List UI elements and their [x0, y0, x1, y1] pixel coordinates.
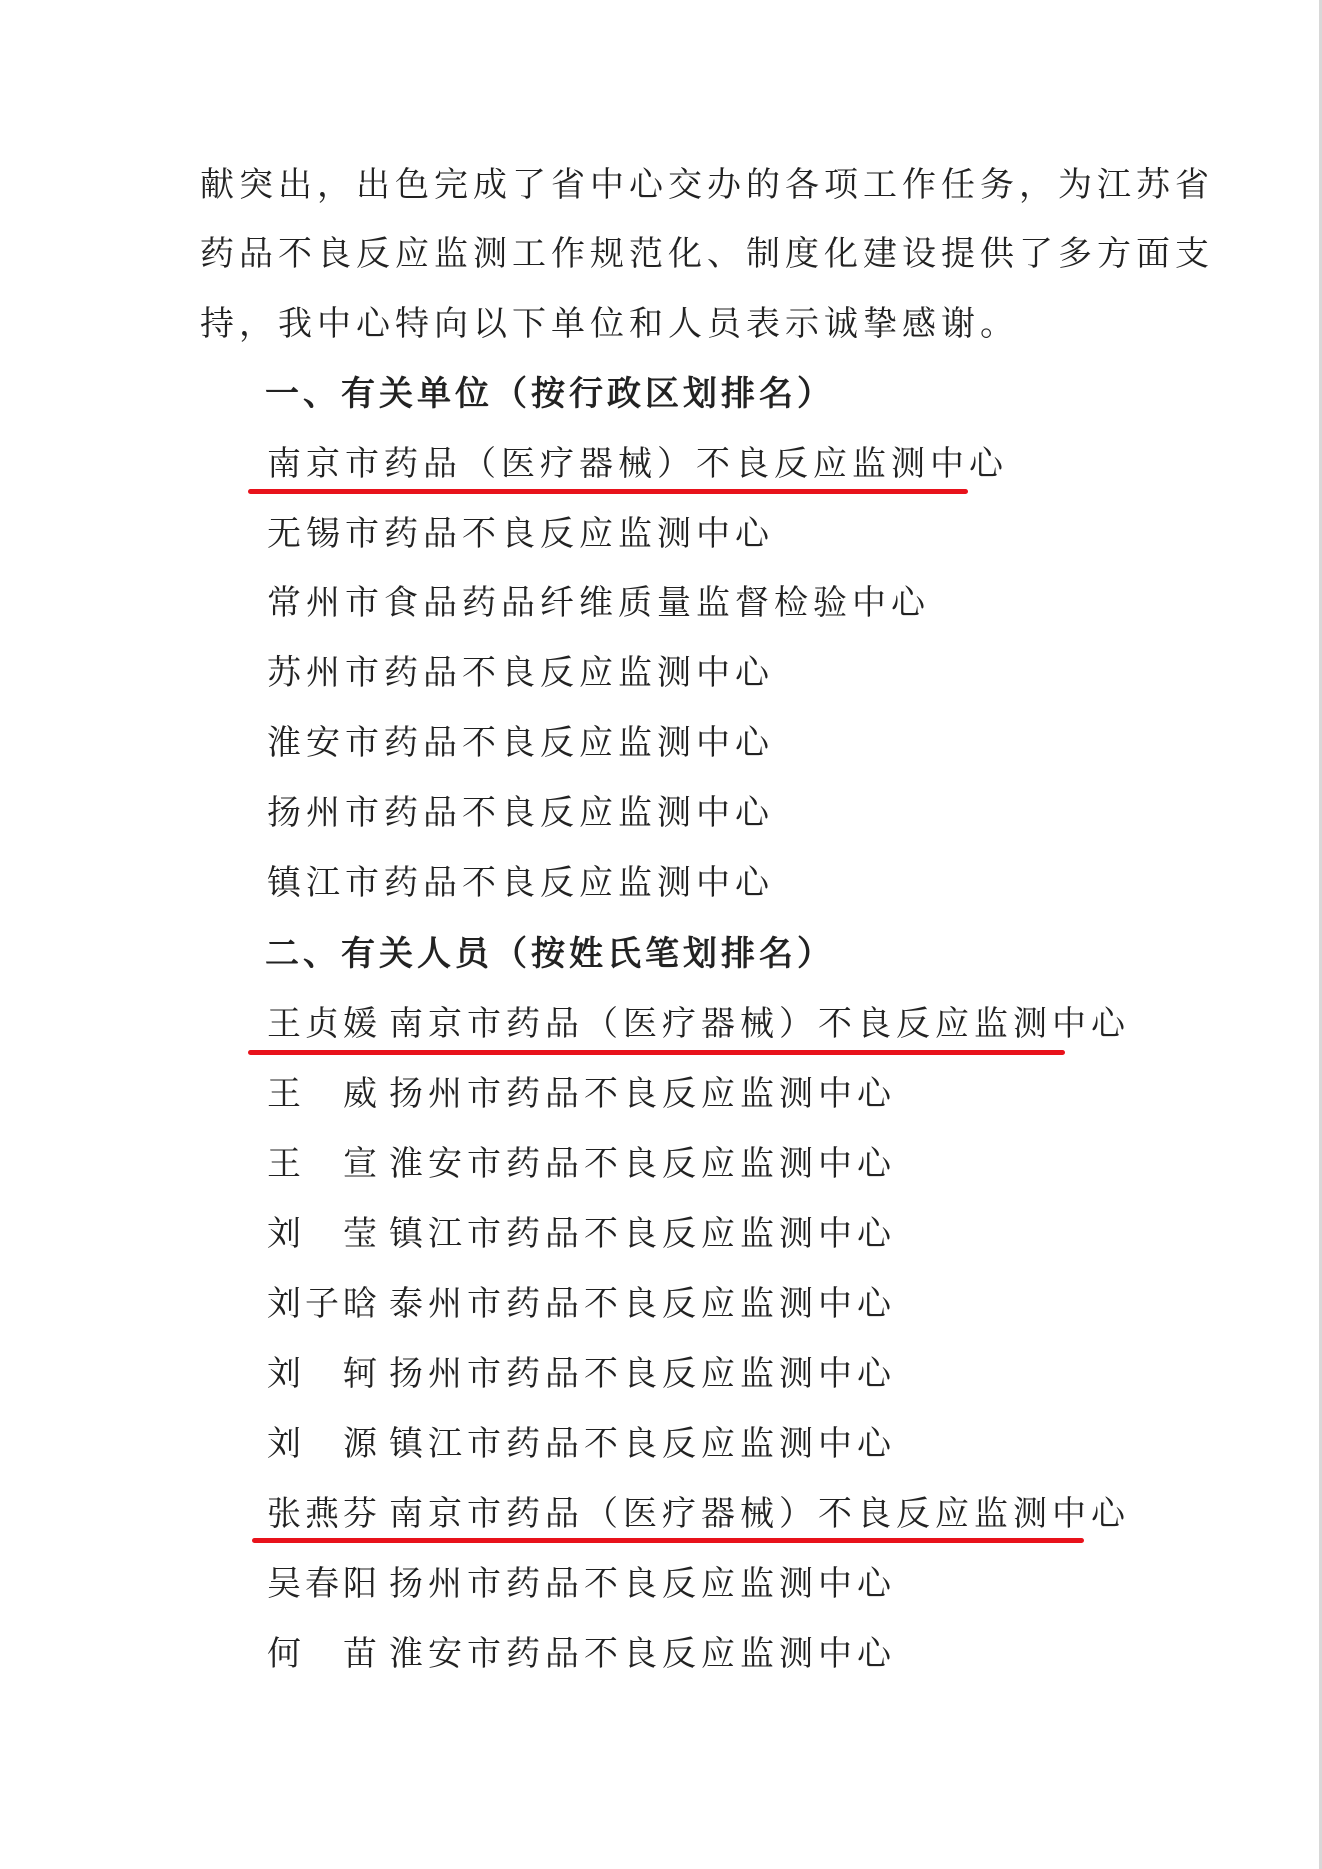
person-org: 扬州市药品不良反应监测中心 [389, 1074, 896, 1114]
person-row [267, 1002, 1130, 1046]
section-people-heading: 二、有关人员（按姓氏笔划排名） [265, 934, 835, 974]
section-units-heading: 一、有关单位（按行政区划排名） [265, 374, 835, 414]
person-name: 王 宣 [267, 1144, 381, 1184]
unit-item: 无锡市药品不良反应监测中心 [267, 514, 774, 554]
person-row [267, 1422, 896, 1466]
unit-item: 南京市药品（医疗器械）不良反应监测中心 [267, 444, 1008, 484]
unit-item: 苏州市药品不良反应监测中心 [267, 653, 774, 693]
highlight-underline [252, 1538, 1084, 1543]
person-name: 王贞媛 [267, 1004, 381, 1044]
person-row [267, 1212, 896, 1256]
person-name: 吴春阳 [267, 1564, 381, 1604]
person-org: 淮安市药品不良反应监测中心 [389, 1144, 896, 1184]
person-row [267, 1352, 896, 1396]
person-org: 南京市药品（医疗器械）不良反应监测中心 [389, 1004, 1130, 1044]
person-org: 扬州市药品不良反应监测中心 [389, 1564, 896, 1604]
person-row [267, 1562, 896, 1606]
unit-item: 常州市食品药品纤维质量监督检验中心 [267, 583, 930, 623]
intro-line-2: 药品不良反应监测工作规范化、制度化建设提供了多方面支 [200, 234, 1214, 274]
intro-line-3: 持，我中心特向以下单位和人员表示诚挚感谢。 [200, 304, 1019, 344]
person-row [267, 1142, 896, 1186]
unit-item: 扬州市药品不良反应监测中心 [267, 793, 774, 833]
person-name: 何 苗 [267, 1634, 381, 1674]
person-name: 刘子晗 [267, 1284, 381, 1324]
person-name: 张燕芬 [267, 1494, 381, 1534]
person-row [267, 1072, 896, 1116]
person-org: 镇江市药品不良反应监测中心 [389, 1214, 896, 1254]
highlight-underline [248, 489, 968, 494]
person-row [267, 1282, 896, 1326]
person-name: 刘 莹 [267, 1214, 381, 1254]
unit-item: 镇江市药品不良反应监测中心 [267, 863, 774, 903]
person-org: 镇江市药品不良反应监测中心 [389, 1424, 896, 1464]
unit-item: 淮安市药品不良反应监测中心 [267, 723, 774, 763]
person-org: 淮安市药品不良反应监测中心 [389, 1634, 896, 1674]
person-row [267, 1492, 1130, 1536]
intro-line-1: 献突出，出色完成了省中心交办的各项工作任务，为江苏省 [200, 165, 1214, 205]
person-org: 南京市药品（医疗器械）不良反应监测中心 [389, 1494, 1130, 1534]
person-name: 王 威 [267, 1074, 381, 1114]
person-name: 刘 轲 [267, 1354, 381, 1394]
person-org: 扬州市药品不良反应监测中心 [389, 1354, 896, 1394]
person-row [267, 1632, 896, 1676]
person-name: 刘 源 [267, 1424, 381, 1464]
highlight-underline [248, 1050, 1065, 1055]
person-org: 泰州市药品不良反应监测中心 [389, 1284, 896, 1324]
